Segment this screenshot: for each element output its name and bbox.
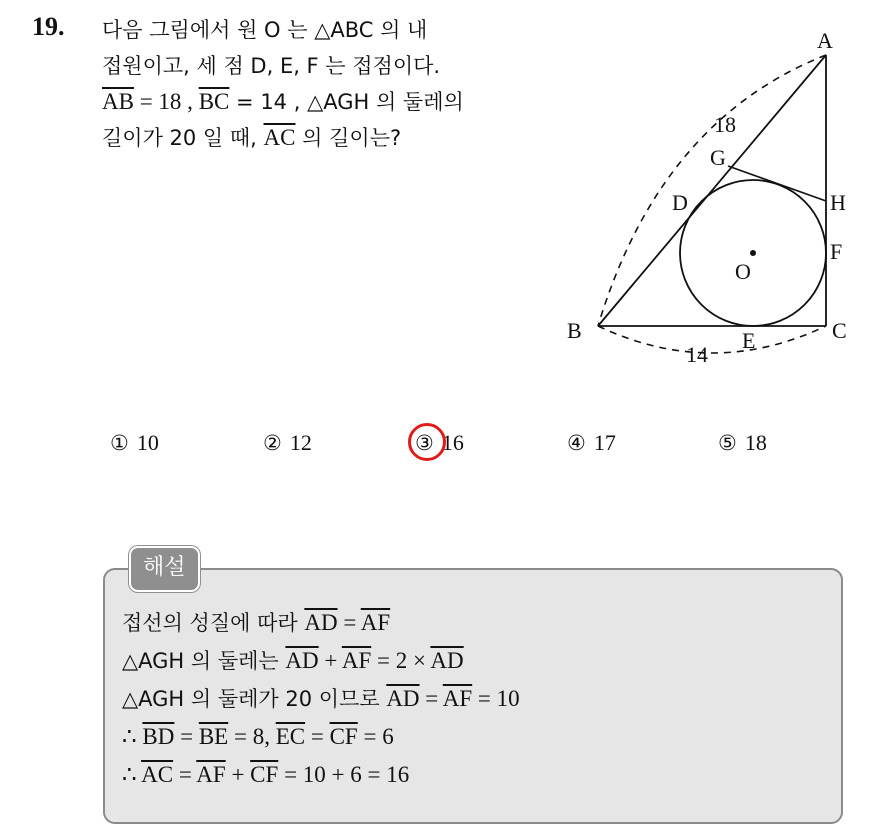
stem-line-4: 길이가 20 일 때, $\overline{AC}$ 의 길이는? [102,125,402,150]
label-a: A [817,28,833,53]
segment-gh [728,166,826,201]
choice-4[interactable]: ④ 17 [567,430,616,455]
solution-tag: 해설 [129,546,200,592]
segment-bc: $\overline{BC}$ [198,89,230,114]
choice-1[interactable]: ① 10 [110,430,159,455]
center-dot [750,250,756,256]
solution-lines [122,604,520,794]
selected-answer-mark [408,423,446,461]
choice-5[interactable]: ⑤ 18 [718,430,767,455]
label-18: 18 [714,112,736,137]
label-g: G [710,145,726,170]
segment-ac: $\overline{AC}$ [263,125,296,150]
segment-ab: $\overline{AB}$ [102,89,134,114]
question-number: 19. [32,12,65,41]
label-b: B [567,318,582,343]
solution-line-2: △AGH 의 둘레는 $\overline{AD} + \overline{AF} = 2 \times \overline{AD}$ [122,648,464,673]
label-o: O [735,259,751,284]
answer-choices [110,430,830,466]
stem-line-2: 접원이고, 세 점 D, E, F 는 접점이다. [102,54,441,78]
stem-line-1: 다음 그림에서 원 O 는 △ABC 의 내 [102,18,428,42]
label-e: E [742,328,756,353]
solution-line-5: ∴ $\overline{AC} = \overline{AF} + \overline{CF} = 10 + 6 = 16$ [122,762,410,787]
choice-3[interactable]: ③ 16 [415,430,464,456]
arc-bc [598,326,826,353]
label-c: C [832,318,847,343]
label-d: D [672,190,688,215]
solution-line-4: ∴ $\overline{BD} = \overline{BE} = 8$, $\overline{EC} = \overline{CF} = 6$ [122,724,394,749]
choice-2[interactable]: ② 12 [263,430,312,455]
label-h: H [830,190,846,215]
label-14: 14 [686,342,708,367]
solution-line-3: △AGH 의 둘레가 20 이므로 $\overline{AD} = \overline{AF} = 10$ [122,686,520,711]
stem-line-3: $\overline{AB} = 18$ , $\overline{BC} = 14$ , △AGH 의 둘레의 [102,89,464,114]
label-f: F [830,239,843,264]
solution-line-1: 접선의 성질에 따라 $\overline{AD} = \overline{AF}$ [122,610,391,635]
